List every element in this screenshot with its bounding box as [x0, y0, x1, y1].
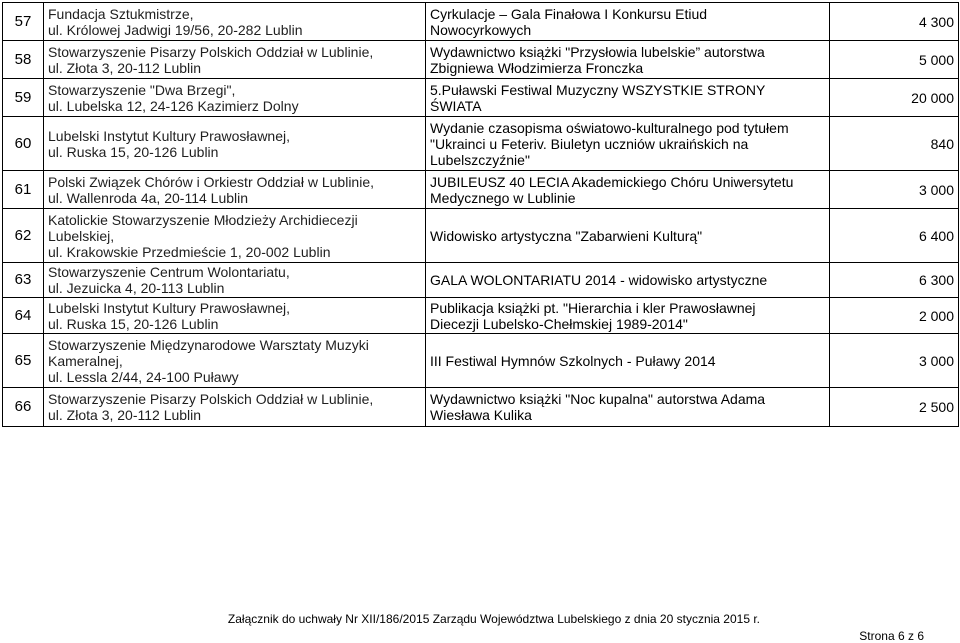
row-number: 64: [3, 298, 44, 334]
table-row: [3, 41, 959, 79]
organization-line: Stowarzyszenie Pisarzy Polskich Oddział w Lublinie,: [48, 43, 374, 60]
organization-line: ul. Wallenroda 4a, 20-114 Lublin: [48, 189, 249, 206]
grants-table-body: [3, 3, 959, 427]
organization-line: Stowarzyszenie Międzynarodowe Warsztaty Muzyki: [48, 336, 369, 353]
organization-cell: [44, 41, 426, 79]
task-line: Wiesława Kulika: [430, 407, 532, 423]
organization-line: Katolickie Stowarzyszenie Młodzieży Archidiecezji: [48, 211, 358, 228]
organization-cell: [44, 117, 426, 171]
organization-line: ul. Złota 3, 20-112 Lublin: [48, 59, 202, 76]
organization-line: ul. Złota 3, 20-112 Lublin: [48, 407, 202, 423]
organization-cell: [44, 209, 426, 263]
amount-cell: 840: [830, 117, 959, 171]
organization-cell: [44, 263, 426, 298]
organization-line: Stowarzyszenie Pisarzy Polskich Oddział w Lublinie,: [48, 391, 374, 407]
task-line: "Ukrainci u Feteriv. Biuletyn uczniów ukraińskich na: [430, 135, 749, 152]
organization-line: Stowarzyszenie "Dwa Brzegi",: [48, 81, 236, 98]
organization-line: Polski Związek Chórów i Orkiestr Oddział w Lublinie,: [48, 173, 374, 190]
table-row: [3, 171, 959, 209]
organization-cell: [44, 298, 426, 334]
table-row: [3, 79, 959, 117]
row-number: 57: [3, 3, 44, 41]
organization-line: Kameralnej,: [48, 352, 123, 369]
table-row: [3, 209, 959, 263]
organization-line: Fundacja Sztukmistrze,: [48, 5, 194, 22]
amount-cell: 5 000: [830, 41, 959, 79]
amount-cell: 20 000: [830, 79, 959, 117]
attachment-note: Załącznik do uchwały Nr XII/186/2015 Zarządu Województwa Lubelskiego z dnia 20 stycznia 2015 r.: [227, 612, 760, 626]
table-row: [3, 3, 959, 41]
organization-line: Lubelski Instytut Kultury Prawosławnej,: [48, 299, 290, 316]
organization-line: ul. Lessla 2/44, 24-100 Puławy: [48, 368, 239, 385]
task-line: Wydawnictwo książki "Przysłowia lubelskie” autorstwa: [430, 43, 765, 60]
organization-line: Lubelskiej,: [48, 227, 115, 244]
table-row: [3, 263, 959, 298]
table-row: [3, 388, 959, 427]
amount-cell: 4 300: [830, 3, 959, 41]
attachment-footer: [0, 612, 960, 626]
amount-cell: 2 500: [830, 388, 959, 427]
task-line: III Festiwal Hymnów Szkolnych - Puławy 2014: [430, 352, 716, 369]
task-cell: [426, 117, 830, 171]
task-cell: [426, 263, 830, 298]
task-line: Cyrkulacje – Gala Finałowa I Konkursu Etiud: [430, 5, 708, 22]
row-number: 58: [3, 41, 44, 79]
organization-cell: [44, 388, 426, 427]
task-line: Nowocyrkowych: [430, 21, 532, 38]
organization-line: ul. Królowej Jadwigi 19/56, 20-282 Lublin: [48, 21, 303, 38]
task-line: Zbigniewa Włodzimierza Fronczka: [430, 59, 644, 76]
organization-line: ul. Krakowskie Przedmieście 1, 20-002 Lublin: [48, 243, 331, 260]
organization-cell: [44, 3, 426, 41]
task-cell: [426, 79, 830, 117]
organization-cell: [44, 79, 426, 117]
amount-cell: 3 000: [830, 171, 959, 209]
task-cell: [426, 171, 830, 209]
task-cell: [426, 334, 830, 388]
row-number: 61: [3, 171, 44, 209]
row-number: 66: [3, 388, 44, 427]
task-cell: [426, 41, 830, 79]
task-line: Publikacja książki pt. "Hierarchia i kler Prawosławnej: [430, 299, 756, 316]
amount-cell: 3 000: [830, 334, 959, 388]
organization-line: Lubelski Instytut Kultury Prawosławnej,: [48, 127, 290, 144]
task-line: ŚWIATA: [430, 97, 482, 114]
task-line: Diecezji Lubelsko-Chełmskiej 1989-2014": [430, 315, 688, 332]
amount-cell: 2 000: [830, 298, 959, 334]
organization-line: ul. Lubelska 12, 24-126 Kazimierz Dolny: [48, 97, 299, 114]
organization-cell: [44, 334, 426, 388]
row-number: 65: [3, 334, 44, 388]
task-cell: [426, 209, 830, 263]
organization-line: ul. Ruska 15, 20-126 Lublin: [48, 143, 219, 160]
task-cell: [426, 298, 830, 334]
task-line: Lubelszczyźnie": [430, 151, 530, 168]
amount-cell: 6 400: [830, 209, 959, 263]
row-number: 62: [3, 209, 44, 263]
organization-cell: [44, 171, 426, 209]
organization-line: ul. Ruska 15, 20-126 Lublin: [48, 315, 219, 332]
grants-table: [2, 2, 959, 427]
task-line: Widowisko artystyczna "Zabarwieni Kulturą": [430, 227, 703, 244]
amount-cell: 6 300: [830, 263, 959, 298]
task-line: JUBILEUSZ 40 LECIA Akademickiego Chóru Uniwersytetu: [430, 173, 794, 190]
task-cell: [426, 3, 830, 41]
organization-line: ul. Jezuicka 4, 20-113 Lublin: [48, 280, 225, 296]
task-line: GALA WOLONTARIATU 2014 - widowisko artystyczne: [430, 272, 768, 288]
task-line: Wydanie czasopisma oświatowo-kulturalnego pod tytułem: [430, 119, 789, 136]
task-line: Wydawnictwo książki "Noc kupalna" autorstwa Adama: [430, 391, 766, 407]
row-number: 63: [3, 263, 44, 298]
row-number: 60: [3, 117, 44, 171]
page-number: Strona 6 z 6: [859, 629, 924, 643]
organization-line: Stowarzyszenie Centrum Wolontariatu,: [48, 264, 290, 280]
task-line: Medycznego w Lublinie: [430, 189, 576, 206]
task-cell: [426, 388, 830, 427]
table-row: [3, 334, 959, 388]
table-row: [3, 298, 959, 334]
task-line: 5.Puławski Festiwal Muzyczny WSZYSTKIE STRONY: [430, 81, 766, 98]
table-row: [3, 117, 959, 171]
row-number: 59: [3, 79, 44, 117]
